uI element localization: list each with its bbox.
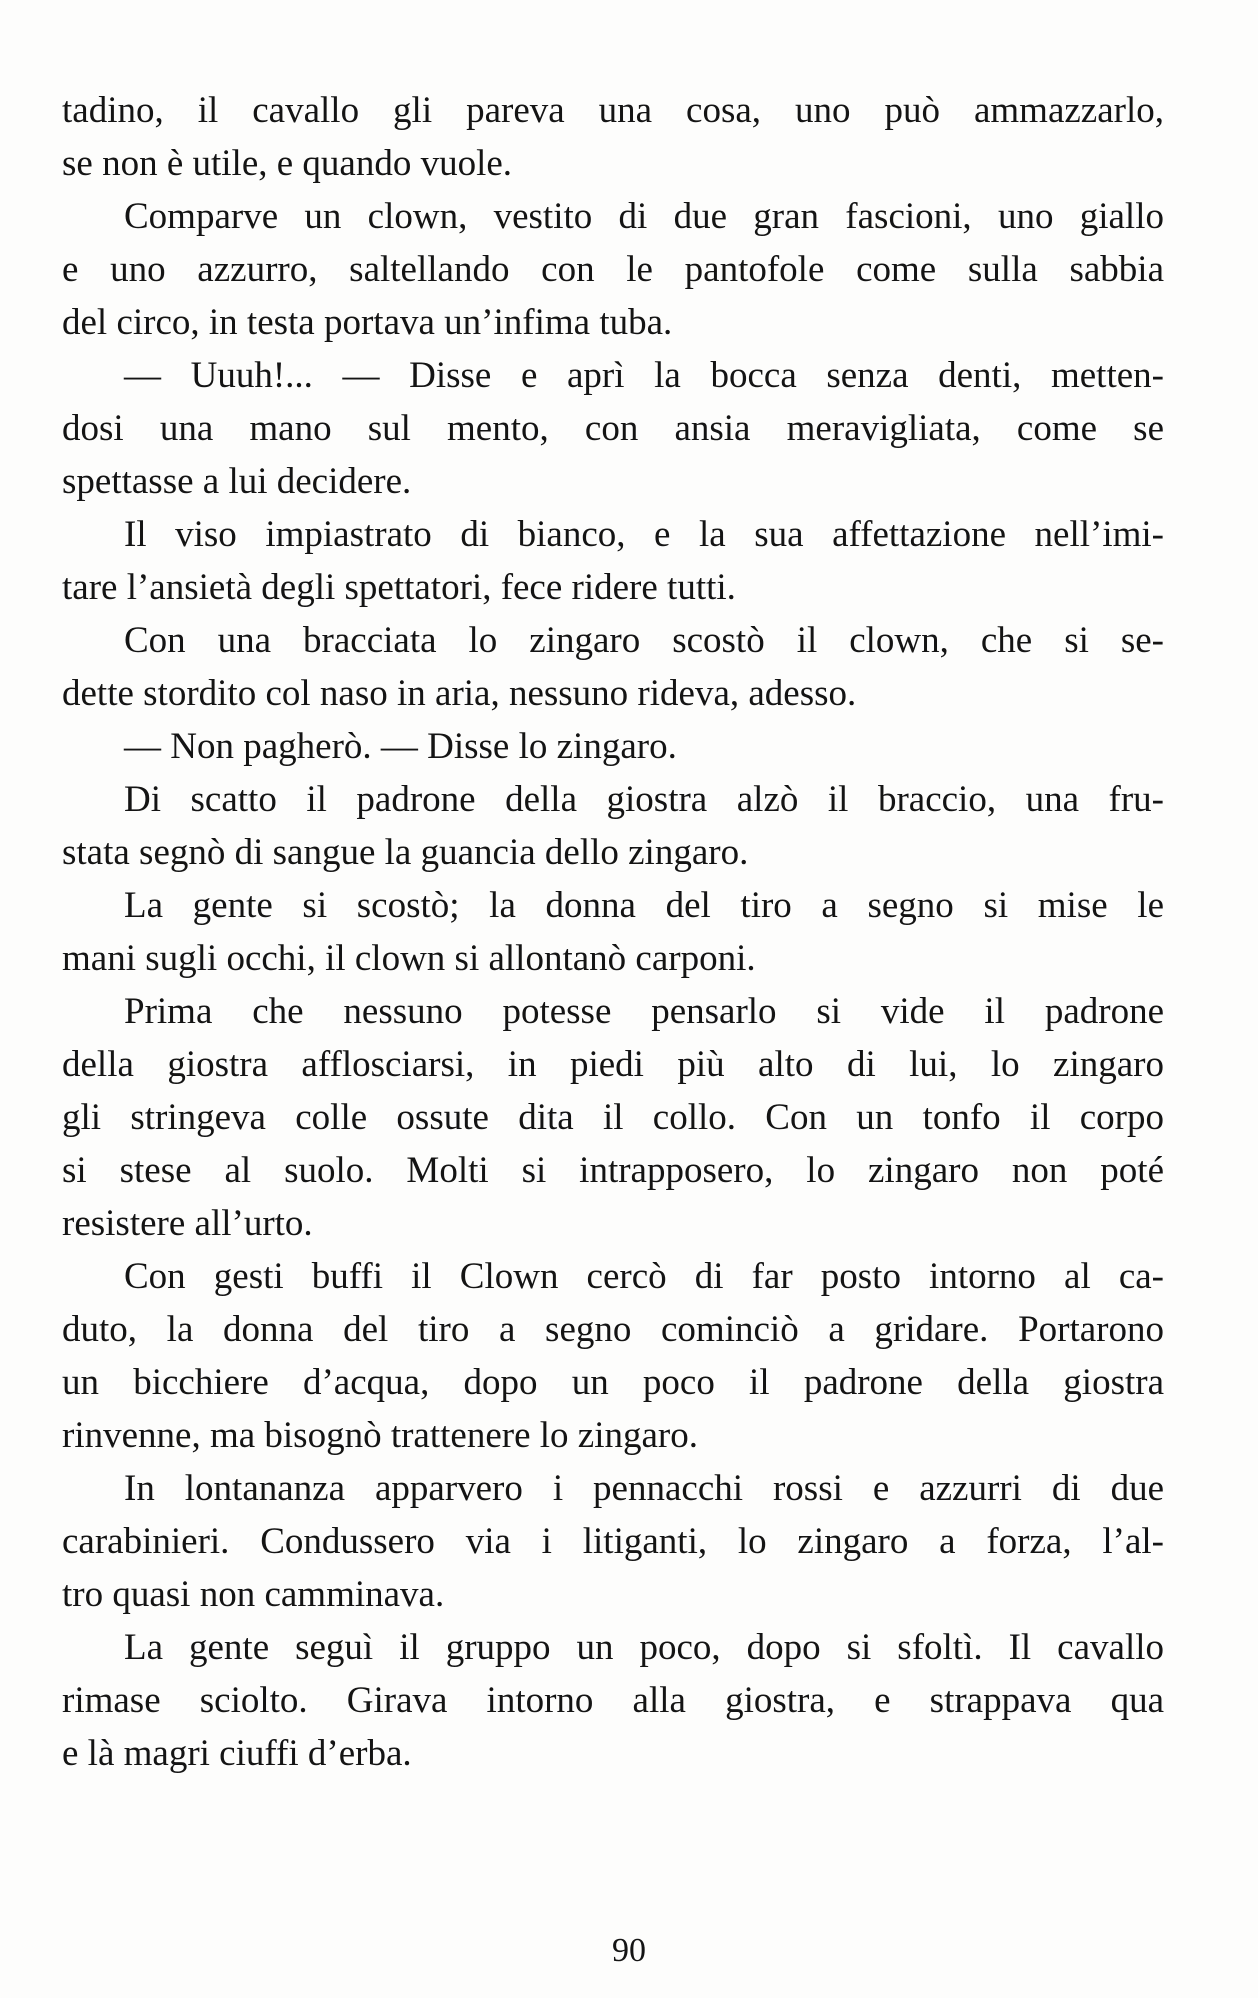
text-line: Comparve un clown, vestito di due gran fascioni, uno giallo [124, 196, 1164, 237]
text-line: resistere all’urto. [62, 1203, 313, 1244]
text-line: Con una bracciata lo zingaro scostò il clown, che si se- [124, 620, 1164, 661]
text-line: del circo, in testa portava un’infima tuba. [62, 302, 673, 343]
text-line: rimase sciolto. Girava intorno alla giostra, e strappava qua [62, 1680, 1164, 1721]
text-line: tadino, il cavallo gli pareva una cosa, uno può ammazzarlo, [62, 90, 1164, 131]
text-line: gli stringeva colle ossute dita il collo. Con un tonfo il corpo [62, 1097, 1164, 1138]
text-line: stata segnò di sangue la guancia dello zingaro. [62, 832, 749, 873]
text-line: un bicchiere d’acqua, dopo un poco il padrone della giostra [62, 1362, 1164, 1403]
text-line: tro quasi non camminava. [62, 1574, 445, 1615]
text-line: Prima che nessuno potesse pensarlo si vide il padrone [124, 991, 1164, 1032]
text-line: rinvenne, ma bisognò trattenere lo zingaro. [62, 1415, 698, 1456]
text-line: della giostra afflosciarsi, in piedi più alto di lui, lo zingaro [62, 1044, 1164, 1085]
text-line: dette stordito col naso in aria, nessuno rideva, adesso. [62, 673, 857, 714]
text-line: Con gesti buffi il Clown cercò di far posto intorno al ca- [124, 1256, 1164, 1297]
text-line: si stese al suolo. Molti si intrapposero, lo zingaro non poté [62, 1150, 1164, 1191]
text-line: carabinieri. Condussero via i litiganti, lo zingaro a forza, l’al- [62, 1521, 1164, 1562]
text-line: duto, la donna del tiro a segno cominciò a gridare. Portarono [62, 1309, 1164, 1350]
text-line: spettasse a lui decidere. [62, 461, 412, 502]
text-line: — Uuuh!... — Disse e aprì la bocca senza denti, metten- [124, 355, 1164, 396]
page-number: 90 [612, 1932, 646, 1969]
text-line: e là magri ciuffi d’erba. [62, 1733, 412, 1774]
text-line: dosi una mano sul mento, con ansia meravigliata, come se [62, 408, 1164, 449]
text-line: tare l’ansietà degli spettatori, fece ridere tutti. [62, 567, 736, 608]
text-line: Il viso impiastrato di bianco, e la sua affettazione nell’imi- [124, 514, 1164, 555]
text-line: se non è utile, e quando vuole. [62, 143, 513, 184]
text-line: e uno azzurro, saltellando con le pantofole come sulla sabbia [62, 249, 1164, 290]
text-line: mani sugli occhi, il clown si allontanò carponi. [62, 938, 756, 979]
text-line: In lontananza apparvero i pennacchi rossi e azzurri di due [124, 1468, 1164, 1509]
body-text [62, 84, 1164, 1780]
text-line: — Non pagherò. — Disse lo zingaro. [124, 726, 677, 767]
text-line: La gente seguì il gruppo un poco, dopo si sfoltì. Il cavallo [124, 1627, 1164, 1668]
text-line: Di scatto il padrone della giostra alzò il braccio, una fru- [124, 779, 1164, 820]
text-line: La gente si scostò; la donna del tiro a segno si mise le [124, 885, 1164, 926]
